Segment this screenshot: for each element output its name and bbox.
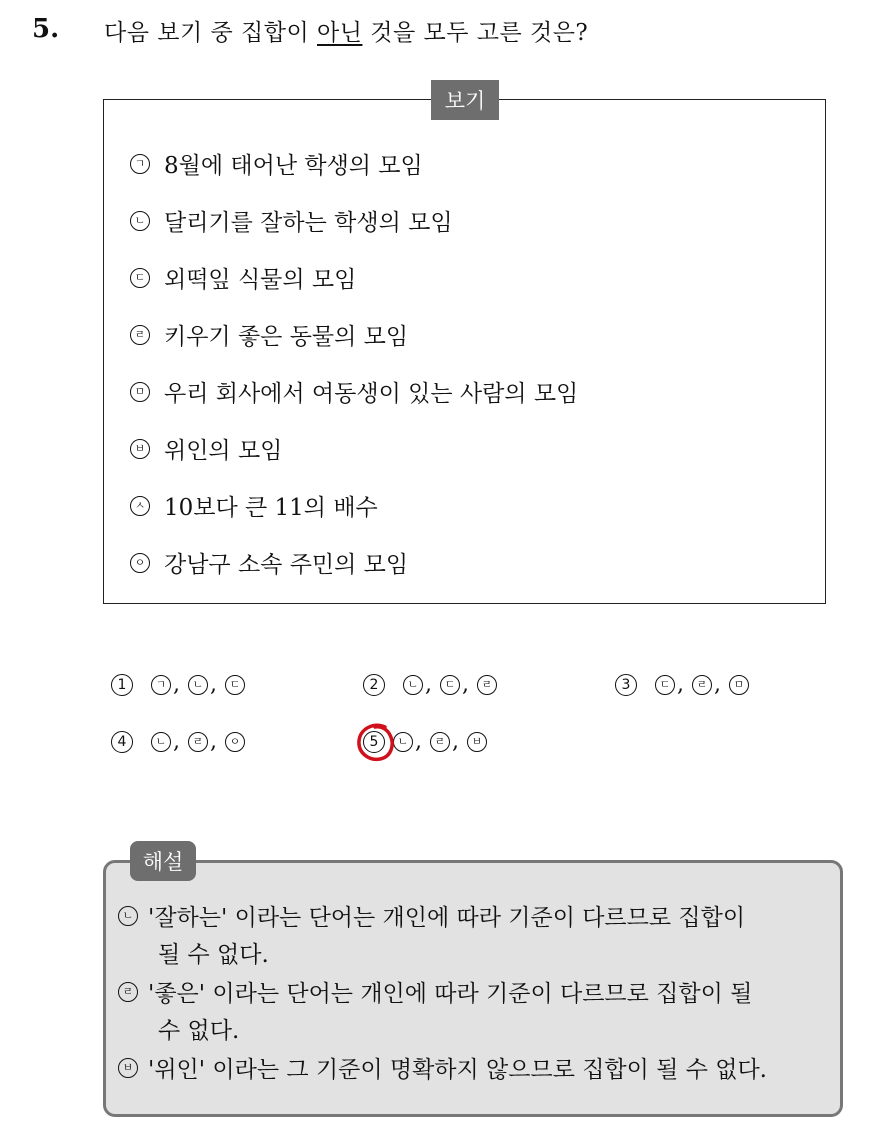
circled-marker: ㄴ <box>403 675 423 695</box>
circled-marker: ㄴ <box>188 675 208 695</box>
answer-choice-2[interactable]: 2 ㄴ , ㄷ , ㄹ <box>363 672 499 697</box>
question-underlined-word: 아닌 <box>317 20 363 46</box>
circled-marker: ㅂ <box>467 732 487 752</box>
bogi-item-text: 외떡잎 식물의 모임 <box>164 267 357 293</box>
circled-marker: ㅂ <box>130 439 150 459</box>
question-number: 5. <box>32 14 60 44</box>
bogi-item-text: 달리기를 잘하는 학생의 모임 <box>164 210 453 236</box>
bogi-item-text: 8월에 태어난 학생의 모임 <box>164 153 423 179</box>
circled-marker: ㄹ <box>118 982 138 1002</box>
explanation-text-continued: 수 없다. <box>158 1018 240 1044</box>
circled-marker: ㄷ <box>130 268 150 288</box>
bogi-item <box>130 489 378 522</box>
bogi-item-text: 10보다 큰 11의 배수 <box>164 495 378 521</box>
bogi-item <box>130 261 356 294</box>
explanation-entry <box>118 899 745 932</box>
circled-marker: ㄹ <box>130 325 150 345</box>
bogi-item <box>130 318 408 351</box>
answer-choice-1[interactable]: 1 ㄱ , ㄴ , ㄷ <box>111 672 247 697</box>
bogi-item <box>130 432 282 465</box>
answer-choice-5[interactable]: 5 ㄴ , ㄹ , ㅂ <box>363 729 489 754</box>
choice-number: 2 <box>363 674 385 696</box>
circled-marker: ㄹ <box>430 732 450 752</box>
explanation-entry <box>118 975 752 1008</box>
choice-number: 5 <box>363 731 385 753</box>
answer-choice-3[interactable]: 3 ㄷ , ㄹ , ㅁ <box>615 672 751 697</box>
bogi-label: 보기 <box>431 80 499 120</box>
circled-marker: ㄹ <box>692 675 712 695</box>
choice-number: 1 <box>111 674 133 696</box>
circled-marker: ㄴ <box>393 732 413 752</box>
circled-marker: ㄷ <box>655 675 675 695</box>
explanation-entry <box>118 1051 767 1084</box>
circled-marker: ㅅ <box>130 496 150 516</box>
circled-marker: ㄷ <box>440 675 460 695</box>
bogi-item-text: 강남구 소속 주민의 모임 <box>164 552 409 578</box>
choice-number: 4 <box>111 731 133 753</box>
bogi-item-text: 위인의 모임 <box>164 438 283 464</box>
explanation-label: 해설 <box>130 841 196 881</box>
bogi-item-text: 키우기 좋은 동물의 모임 <box>164 324 409 350</box>
bogi-item <box>130 375 578 408</box>
circled-marker: ㅇ <box>130 553 150 573</box>
circled-marker: ㄱ <box>151 675 171 695</box>
circled-marker: ㄱ <box>130 154 150 174</box>
explanation-text: '좋은' 이라는 단어는 개인에 따라 기준이 다르므로 집합이 될 <box>148 981 753 1007</box>
choice-number: 3 <box>615 674 637 696</box>
answer-choice-4[interactable]: 4 ㄴ , ㄹ , ㅇ <box>111 729 247 754</box>
circled-marker: ㄴ <box>151 732 171 752</box>
bogi-item <box>130 546 408 579</box>
circled-marker: ㄹ <box>477 675 497 695</box>
question-text-start: 다음 보기 중 집합이 <box>104 20 317 46</box>
circled-marker: ㅂ <box>118 1058 138 1078</box>
circled-marker: ㄴ <box>118 906 138 926</box>
bogi-item <box>130 204 453 237</box>
circled-marker: ㄴ <box>130 211 150 231</box>
circled-marker: ㄹ <box>188 732 208 752</box>
explanation-text: '위인' 이라는 그 기준이 명확하지 않으므로 집합이 될 수 없다. <box>148 1057 767 1083</box>
circled-marker: ㅇ <box>225 732 245 752</box>
bogi-item-text: 우리 회사에서 여동생이 있는 사람의 모임 <box>164 381 579 407</box>
question-text-end: 것을 모두 고른 것은? <box>362 20 589 46</box>
circled-marker: ㄷ <box>225 675 245 695</box>
explanation-text: '잘하는' 이라는 단어는 개인에 따라 기준이 다르므로 집합이 <box>148 905 746 931</box>
question-text <box>104 14 588 47</box>
circled-marker: ㅁ <box>729 675 749 695</box>
circled-marker: ㅁ <box>130 382 150 402</box>
bogi-item <box>130 147 423 180</box>
explanation-text-continued: 될 수 없다. <box>158 942 269 968</box>
